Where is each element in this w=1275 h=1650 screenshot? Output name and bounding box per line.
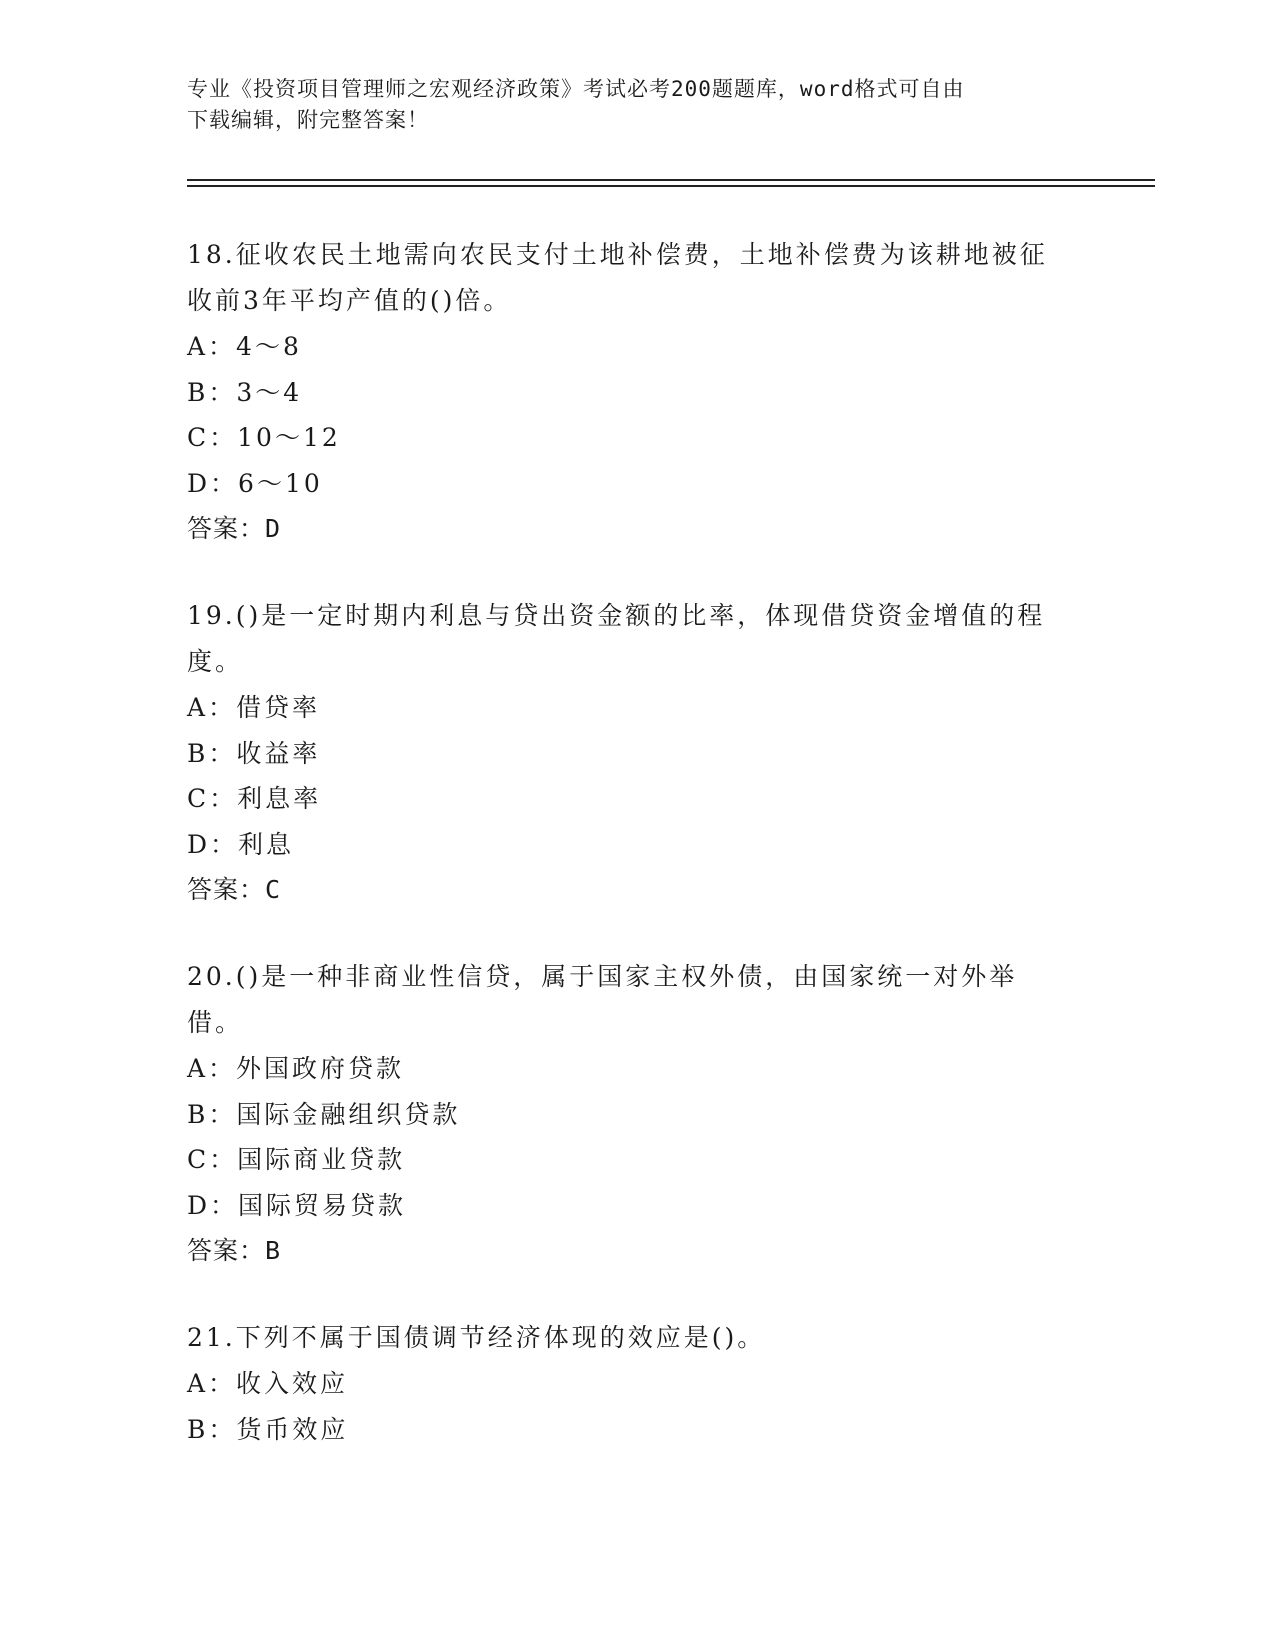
header-line-1: 专业《投资项目管理师之宏观经济政策》考试必考200题题库，word格式可自由 — [187, 77, 965, 101]
question-text: 21.下列不属于国债调节经济体现的效应是()。 — [187, 1323, 766, 1352]
option-a: A：借贷率 — [187, 693, 321, 722]
option-a: A：外国政府贷款 — [187, 1054, 405, 1083]
question-text: 19.()是一定时期内利息与贷出资金额的比率，体现借贷资金增值的程度。 — [187, 601, 1046, 676]
answer-label: 答案： — [187, 875, 266, 904]
option-a: A：收入效应 — [187, 1369, 349, 1398]
answer-label: 答案： — [187, 1236, 266, 1265]
option-b: B：国际金融组织贷款 — [187, 1099, 461, 1129]
answer-value: D — [265, 514, 282, 543]
header-divider-top — [187, 179, 1155, 181]
option-c: C：国际商业贷款 — [187, 1145, 406, 1174]
header-divider-bottom — [187, 185, 1155, 187]
question-19 — [187, 593, 1067, 913]
option-c: C：利息率 — [187, 784, 322, 813]
option-b: B：货币效应 — [187, 1414, 349, 1444]
question-21 — [187, 1315, 1067, 1452]
answer-value: C — [265, 875, 282, 904]
answer-line — [187, 1228, 1067, 1274]
document-header — [187, 74, 1067, 136]
option-b: B：收益率 — [187, 738, 321, 768]
option-d: D：利息 — [187, 829, 295, 859]
option-a: A：4～8 — [187, 332, 302, 361]
answer-value: B — [265, 1236, 282, 1265]
question-text: 18.征收农民土地需向农民支付土地补偿费，土地补偿费为该耕地被征收前3年平均产值的()倍。 — [187, 240, 1048, 315]
question-list — [187, 232, 1067, 1493]
option-c: C：10～12 — [187, 423, 341, 452]
question-text: 20.()是一种非商业性信贷，属于国家主权外债，由国家统一对外举借。 — [187, 962, 1018, 1037]
question-18 — [187, 232, 1067, 552]
option-d: D：6～10 — [187, 468, 323, 498]
option-b: B：3～4 — [187, 377, 303, 407]
answer-line — [187, 867, 1067, 913]
question-20 — [187, 954, 1067, 1274]
option-d: D：国际贸易贷款 — [187, 1190, 407, 1220]
header-line-2: 下载编辑，附完整答案！ — [187, 108, 429, 132]
answer-label: 答案： — [187, 514, 266, 543]
answer-line — [187, 506, 1067, 552]
